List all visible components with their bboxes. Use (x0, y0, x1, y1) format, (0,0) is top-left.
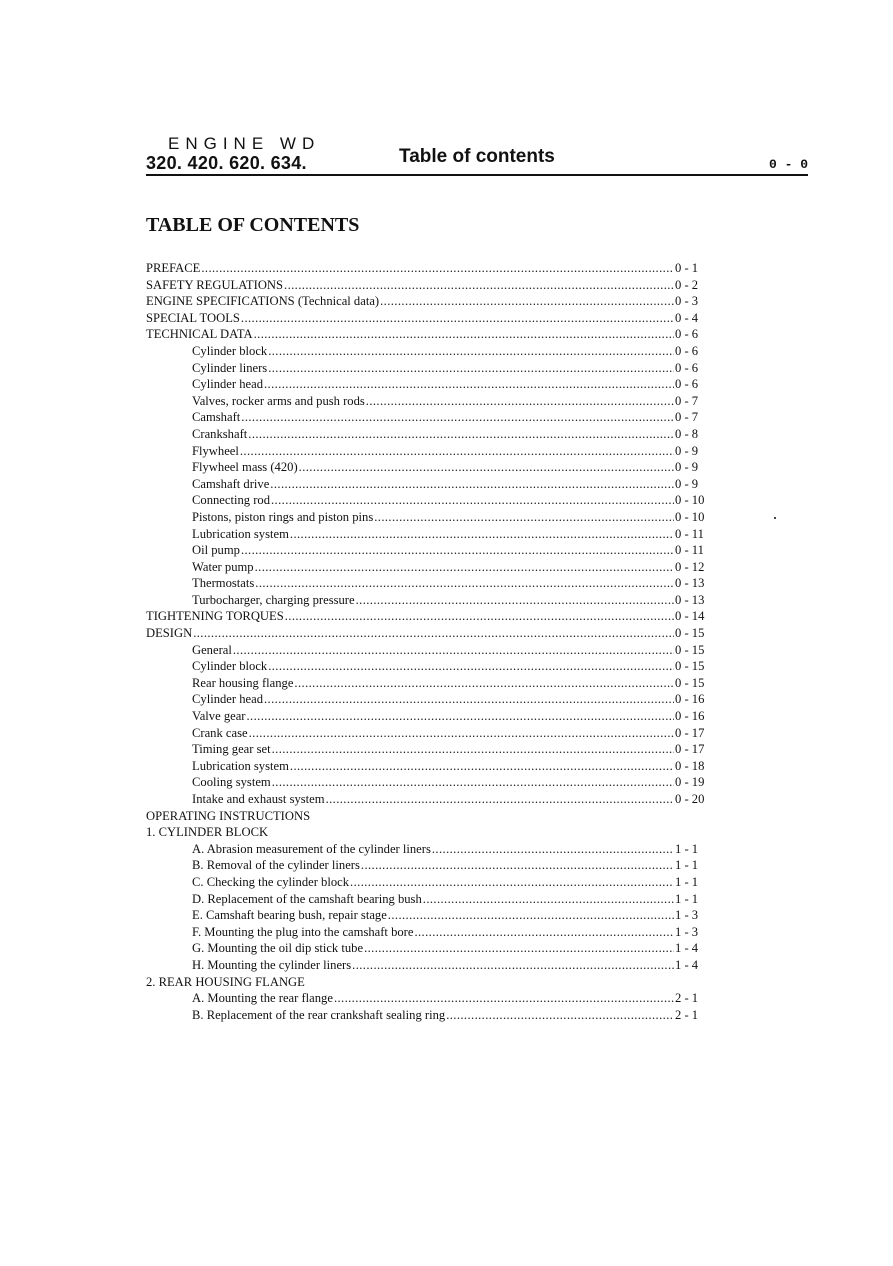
toc-entry-title: Rear housing flange (192, 675, 294, 690)
toc-entry-title: 1. CYLINDER BLOCK (146, 825, 269, 840)
toc-entry-page: 0 - 9 (675, 443, 699, 458)
toc-subentry (146, 509, 711, 526)
toc-subentry (146, 708, 711, 725)
toc-leader-dots (366, 393, 674, 410)
toc-subentry (146, 758, 711, 775)
toc-leader-dots (284, 277, 674, 294)
toc-entry-title: B. Removal of the cylinder liners (192, 858, 360, 873)
toc-entry-page: 1 - 1 (675, 841, 699, 856)
toc-entry-page: 0 - 14 (675, 609, 705, 624)
toc-entry (146, 608, 711, 625)
toc-leader-dots (380, 293, 674, 310)
toc-entry-page: 0 - 7 (675, 410, 699, 425)
engine-label: ENGINE WD (168, 134, 321, 153)
toc-entry-page: 2 - 1 (675, 1007, 699, 1022)
toc-entry-title: General (192, 642, 232, 657)
engine-models: 320. 420. 620. 634. (146, 153, 307, 173)
toc-entry-page: 0 - 16 (675, 709, 705, 724)
toc-leader-dots (233, 642, 674, 659)
toc-entry-page: 0 - 2 (675, 277, 699, 292)
toc-subentry (146, 592, 711, 609)
toc-leader-dots (374, 509, 674, 526)
toc-entry-page: 1 - 3 (675, 924, 699, 939)
toc-entry-title: Lubrication system (192, 526, 289, 541)
toc-subentry (146, 360, 711, 377)
toc-subentry (146, 575, 711, 592)
toc-leader-dots (414, 924, 674, 941)
toc-entry-page: 1 - 3 (675, 908, 699, 923)
toc-entry-page: 1 - 4 (675, 957, 699, 972)
toc-subentry (146, 409, 711, 426)
toc-subentry (146, 492, 711, 509)
toc-entry-page: 0 - 15 (675, 659, 705, 674)
toc-entry-title: ENGINE SPECIFICATIONS (Technical data) (146, 294, 380, 309)
toc-entry (146, 808, 711, 825)
toc-entry (146, 260, 711, 277)
toc-leader-dots (254, 326, 674, 343)
toc-leader-dots (294, 675, 674, 692)
toc-entry-title: SAFETY REGULATIONS (146, 277, 284, 292)
toc-subentry (146, 924, 711, 941)
toc-entry-title: Connecting rod (192, 493, 270, 508)
page-code: 0 - 0 (768, 157, 808, 172)
toc-entry-page: 0 - 10 (675, 509, 705, 524)
toc-subentry (146, 741, 711, 758)
toc-entry (146, 310, 711, 327)
toc-entry (146, 293, 711, 310)
toc-subentry (146, 857, 711, 874)
toc-entry-title: Pistons, piston rings and piston pins (192, 509, 374, 524)
toc-leader-dots (248, 426, 674, 443)
toc-entry-title: A. Abrasion measurement of the cylinder liners (192, 841, 431, 856)
toc-entry-title: Crankshaft (192, 426, 248, 441)
toc-leader-dots (241, 542, 674, 559)
toc-entry (146, 625, 711, 642)
toc-subentry (146, 426, 711, 443)
toc-leader-dots (264, 376, 674, 393)
toc-subentry (146, 774, 711, 791)
toc-entry-title: Intake and exhaust system (192, 792, 325, 806)
toc-entry-page: 0 - 10 (675, 493, 705, 508)
toc-entry-title: SPECIAL TOOLS (146, 310, 240, 325)
toc-subentry (146, 940, 711, 957)
toc-entry-title: Cylinder head (192, 692, 263, 707)
toc-leader-dots (272, 741, 674, 758)
toc-entry-page: 0 - 7 (675, 393, 699, 408)
toc-entry-title: PREFACE (146, 261, 201, 275)
toc-entry-title: Cylinder block (192, 343, 268, 358)
toc-subentry (146, 791, 711, 808)
toc-subentry (146, 642, 711, 659)
toc-entry-title: Valve gear (192, 709, 246, 724)
toc-entry-page: 0 - 17 (675, 725, 705, 740)
toc-entry-page: 1 - 1 (675, 874, 699, 889)
toc-leader-dots (361, 857, 674, 874)
toc-leader-dots (285, 608, 674, 625)
toc-subentry (146, 907, 711, 924)
toc-leader-dots (432, 841, 674, 858)
toc-entry-page: 0 - 4 (675, 310, 699, 325)
toc-entry (146, 824, 711, 841)
toc-subentry (146, 526, 711, 543)
toc-leader-dots (388, 907, 674, 924)
toc-leader-dots (241, 310, 674, 327)
toc-entry (146, 277, 711, 294)
toc-entry-title: Cylinder liners (192, 360, 268, 375)
toc-entry-title: Cylinder block (192, 659, 268, 674)
toc-entry-page: 1 - 1 (675, 858, 699, 873)
toc-entry-title: TIGHTENING TORQUES (146, 609, 284, 624)
toc-entry-page: 0 - 1 (675, 261, 699, 275)
header-rule (146, 174, 808, 176)
toc-entry-title: D. Replacement of the camshaft bearing bush (192, 891, 422, 906)
toc-leader-dots (352, 957, 674, 974)
toc-leader-dots (271, 492, 674, 509)
toc-entry-title: Lubrication system (192, 758, 289, 773)
toc-entry-page: 0 - 3 (675, 294, 699, 309)
toc-entry-page: 0 - 6 (675, 343, 699, 358)
toc-entry-title: Thermostats (192, 576, 255, 591)
toc-leader-dots (193, 625, 674, 642)
toc-entry-title: TECHNICAL DATA (146, 327, 253, 342)
toc-entry-page: 0 - 18 (675, 758, 705, 773)
toc-entry-title: 2. REAR HOUSING FLANGE (146, 974, 305, 989)
toc-entry-title: B. Replacement of the rear crankshaft sealing ring (192, 1007, 446, 1022)
toc-leader-dots (334, 990, 674, 1007)
toc-leader-dots (290, 526, 674, 543)
toc-leader-dots (241, 409, 674, 426)
toc-entry-title: A. Mounting the rear flange (192, 991, 333, 1006)
toc-entry-page: 0 - 9 (675, 476, 699, 491)
toc-subentry (146, 1007, 711, 1024)
toc-entry-title: G. Mounting the oil dip stick tube (192, 941, 364, 956)
toc-leader-dots (290, 758, 674, 775)
toc-entry-title: C. Checking the cylinder block (192, 874, 350, 889)
toc-entry-page: 0 - 11 (675, 526, 704, 541)
toc-entry-page: 0 - 6 (675, 327, 699, 342)
toc-subentry (146, 841, 711, 858)
toc-leader-dots (268, 343, 674, 360)
toc-leader-dots (270, 476, 674, 493)
toc-entry-title: DESIGN (146, 626, 193, 641)
toc-leader-dots (264, 691, 674, 708)
toc-entry-title: Water pump (192, 559, 254, 574)
toc-entry-page: 0 - 15 (675, 626, 705, 641)
toc-leader-dots (356, 592, 674, 609)
toc-heading: TABLE OF CONTENTS (146, 214, 360, 236)
toc-leader-dots (201, 260, 674, 277)
toc-subentry (146, 874, 711, 891)
toc-entry-page: 0 - 15 (675, 675, 705, 690)
toc-entry-title: Turbocharger, charging pressure (192, 592, 355, 607)
toc-subentry (146, 343, 711, 360)
toc-entry-title: Cooling system (192, 775, 271, 790)
toc-subentry (146, 957, 711, 974)
toc-leader-dots (423, 891, 674, 908)
toc-leader-dots (255, 575, 674, 592)
toc-entry-page: 0 - 16 (675, 692, 705, 707)
toc-leader-dots (350, 874, 674, 891)
toc-leader-dots (255, 559, 674, 576)
toc-entry-page: 0 - 8 (675, 426, 699, 441)
toc-leader-dots (299, 459, 674, 476)
toc-leader-dots (446, 1007, 674, 1024)
toc-entry-title: Camshaft (192, 410, 241, 425)
toc-entry-page: 0 - 13 (675, 576, 705, 591)
toc-subentry (146, 891, 711, 908)
toc-entry-page: 1 - 1 (675, 891, 699, 906)
toc-subentry (146, 376, 711, 393)
toc-subentry (146, 675, 711, 692)
toc-entry-title: H. Mounting the cylinder liners (192, 957, 352, 972)
toc-leader-dots (268, 360, 674, 377)
toc-leader-dots (240, 443, 674, 460)
toc-subentry (146, 559, 711, 576)
toc-leader-dots (326, 791, 674, 808)
header-title: Table of contents (399, 146, 555, 167)
toc-entry-title: Cylinder head (192, 377, 263, 392)
toc-subentry (146, 393, 711, 410)
toc-entry-page: 0 - 9 (675, 460, 699, 475)
toc-entry-title: Crank case (192, 725, 248, 740)
toc-entry-title: E. Camshaft bearing bush, repair stage (192, 908, 387, 923)
toc-entry-page: 0 - 20 (675, 792, 705, 806)
toc-entry-title: F. Mounting the plug into the camshaft bore (192, 924, 414, 939)
toc-entry-page: 0 - 15 (675, 642, 705, 657)
toc-entry-page: 0 - 6 (675, 377, 699, 392)
toc-entry-page: 0 - 6 (675, 360, 699, 375)
toc-entry-title: Timing gear set (192, 742, 271, 757)
toc-entry-page: 0 - 17 (675, 742, 705, 757)
toc-entry-page: 0 - 19 (675, 775, 705, 790)
toc-subentry (146, 459, 711, 476)
toc-subentry (146, 658, 711, 675)
toc-entry-title: Valves, rocker arms and push rods (192, 393, 365, 408)
toc-entry-page: 0 - 13 (675, 592, 705, 607)
toc-leader-dots (364, 940, 674, 957)
toc-leader-dots (249, 725, 674, 742)
page-header (146, 130, 808, 176)
toc-entry-page: 2 - 1 (675, 991, 699, 1006)
toc-subentry (146, 443, 711, 460)
toc-entry-page: 1 - 4 (675, 941, 699, 956)
toc-subentry (146, 691, 711, 708)
table-of-contents (146, 260, 711, 1023)
toc-entry-title: Oil pump (192, 543, 240, 558)
toc-entry-page: 0 - 11 (675, 543, 704, 558)
toc-entry-title: Flywheel mass (420) (192, 460, 298, 475)
toc-entry (146, 974, 711, 991)
toc-entry-title: OPERATING INSTRUCTIONS (146, 808, 311, 823)
toc-entry-title: Camshaft drive (192, 476, 270, 491)
stray-mark (774, 517, 776, 519)
toc-subentry (146, 542, 711, 559)
toc-subentry (146, 990, 711, 1007)
toc-leader-dots (247, 708, 675, 725)
toc-subentry (146, 476, 711, 493)
toc-leader-dots (272, 774, 674, 791)
toc-leader-dots (268, 658, 674, 675)
toc-entry (146, 326, 711, 343)
toc-entry-title: Flywheel (192, 443, 239, 458)
toc-entry-page: 0 - 12 (675, 559, 705, 574)
toc-subentry (146, 725, 711, 742)
